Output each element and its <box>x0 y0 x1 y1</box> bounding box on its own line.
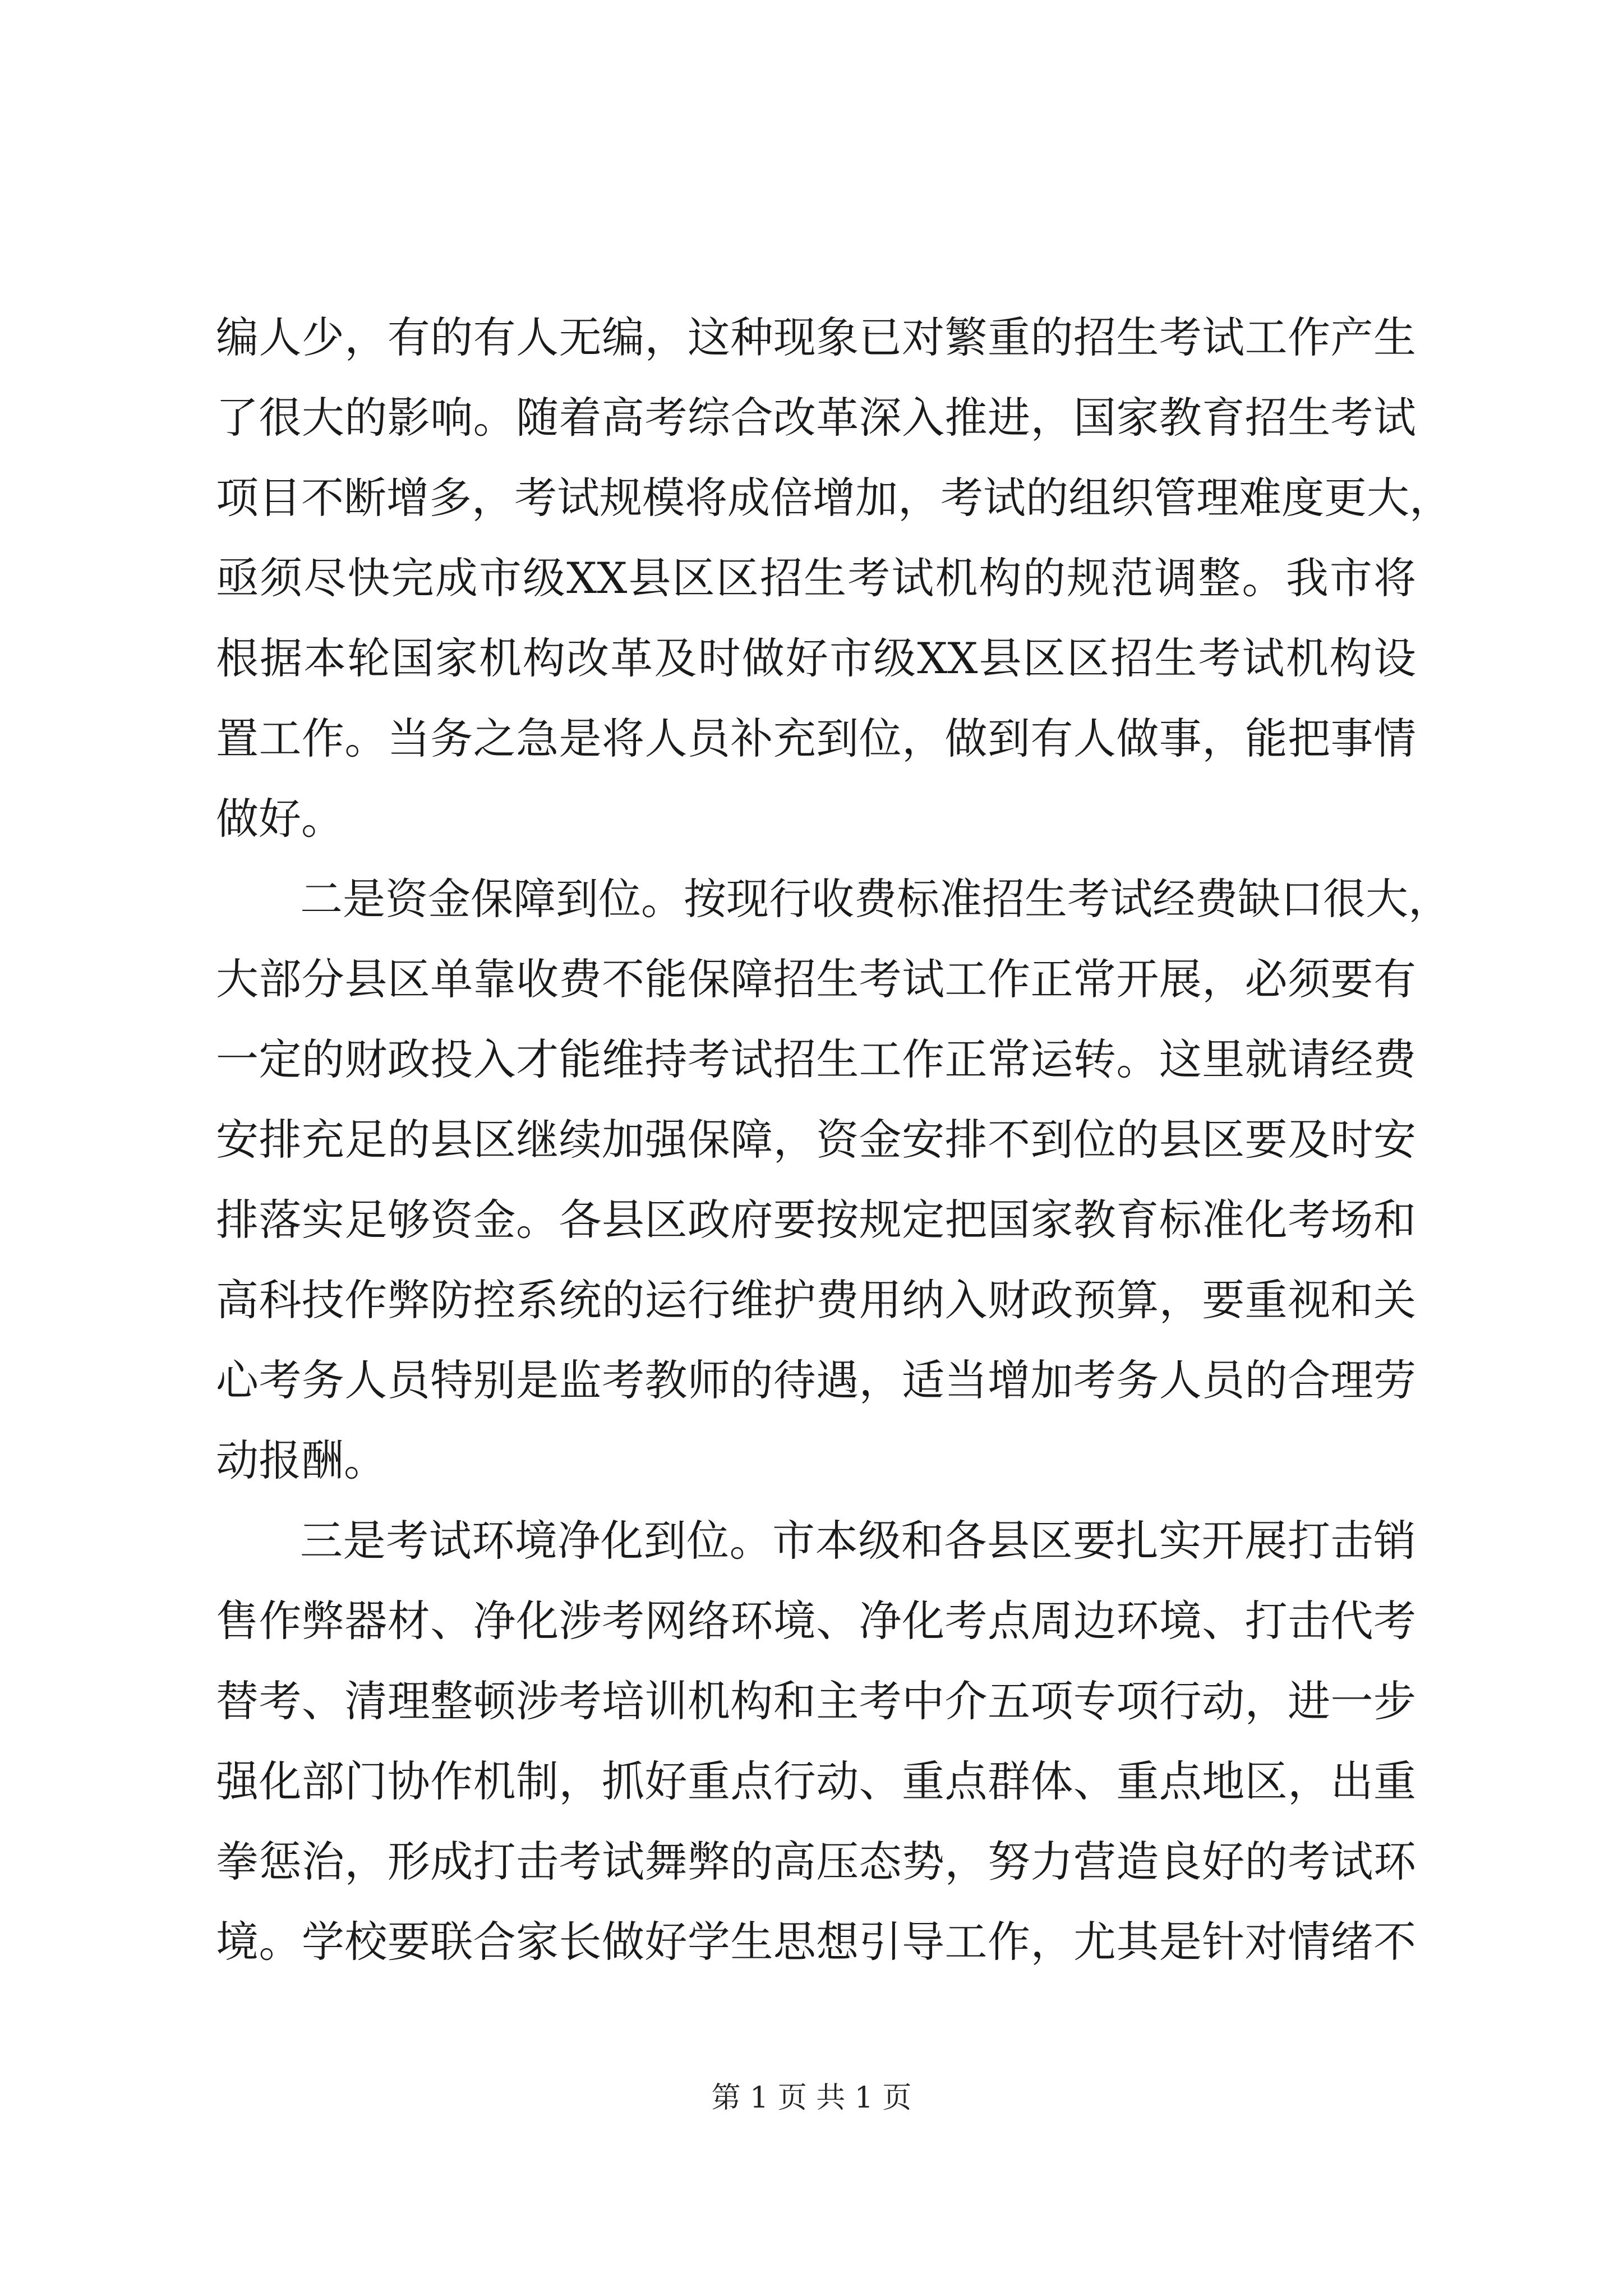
text-line: 项目不断增多，考试规模将成倍增加，考试的组织管理难度更大， <box>216 473 1452 523</box>
text-line: 境。学校要联合家长做好学生思想引导工作，尤其是针对情绪不 <box>216 1917 1416 1967</box>
text-line: 安排充足的县区继续加强保障，资金安排不到位的县区要及时安 <box>216 1115 1416 1165</box>
text-line: 动报酬。 <box>216 1435 386 1485</box>
paragraph-first-line: 三是考试环境净化到位。市本级和各县区要扎实开展打击销 <box>300 1516 1416 1566</box>
text-line: 心考务人员特别是监考教师的待遇，适当增加考务人员的合理劳 <box>216 1355 1416 1405</box>
text-line: 拳惩治，形成打击考试舞弊的高压态势，努力营造良好的考试环 <box>216 1837 1416 1887</box>
text-line: 根据本轮国家机构改革及时做好市级XX县区区招生考试机构设 <box>216 633 1416 683</box>
document-body <box>216 297 1452 1982</box>
text-line: 强化部门协作机制，抓好重点行动、重点群体、重点地区，出重 <box>216 1756 1416 1806</box>
text-line: 了很大的影响。随着高考综合改革深入推进，国家教育招生考试 <box>216 393 1416 443</box>
text-line: 置工作。当务之急是将人员补充到位，做到有人做事，能把事情 <box>216 714 1416 763</box>
text-line: 替考、清理整顿涉考培训机构和主考中介五项专项行动，进一步 <box>216 1676 1416 1726</box>
text-line: 编人少，有的有人无编，这种现象已对繁重的招生考试工作产生 <box>216 312 1416 362</box>
text-line: 做好。 <box>216 794 344 844</box>
text-line: 亟须尽快完成市级XX县区区招生考试机构的规范调整。我市将 <box>216 553 1416 603</box>
text-line: 排落实足够资金。各县区政府要按规定把国家教育标准化考场和 <box>216 1195 1416 1245</box>
paragraph-first-line: 二是资金保障到位。按现行收费标准招生考试经费缺口很大， <box>300 874 1451 924</box>
text-line: 大部分县区单靠收费不能保障招生考试工作正常开展，必须要有 <box>216 954 1416 1004</box>
text-line: 高科技作弊防控系统的运行维护费用纳入财政预算，要重视和关 <box>216 1275 1416 1325</box>
page-footer <box>0 2076 1623 2120</box>
text-line: 售作弊器材、净化涉考网络环境、净化考点周边环境、打击代考 <box>216 1596 1416 1646</box>
text-line: 一定的财政投入才能维持考试招生工作正常运转。这里就请经费 <box>216 1034 1416 1084</box>
page-number-label: 第 1 页 共 1 页 <box>711 2081 912 2115</box>
